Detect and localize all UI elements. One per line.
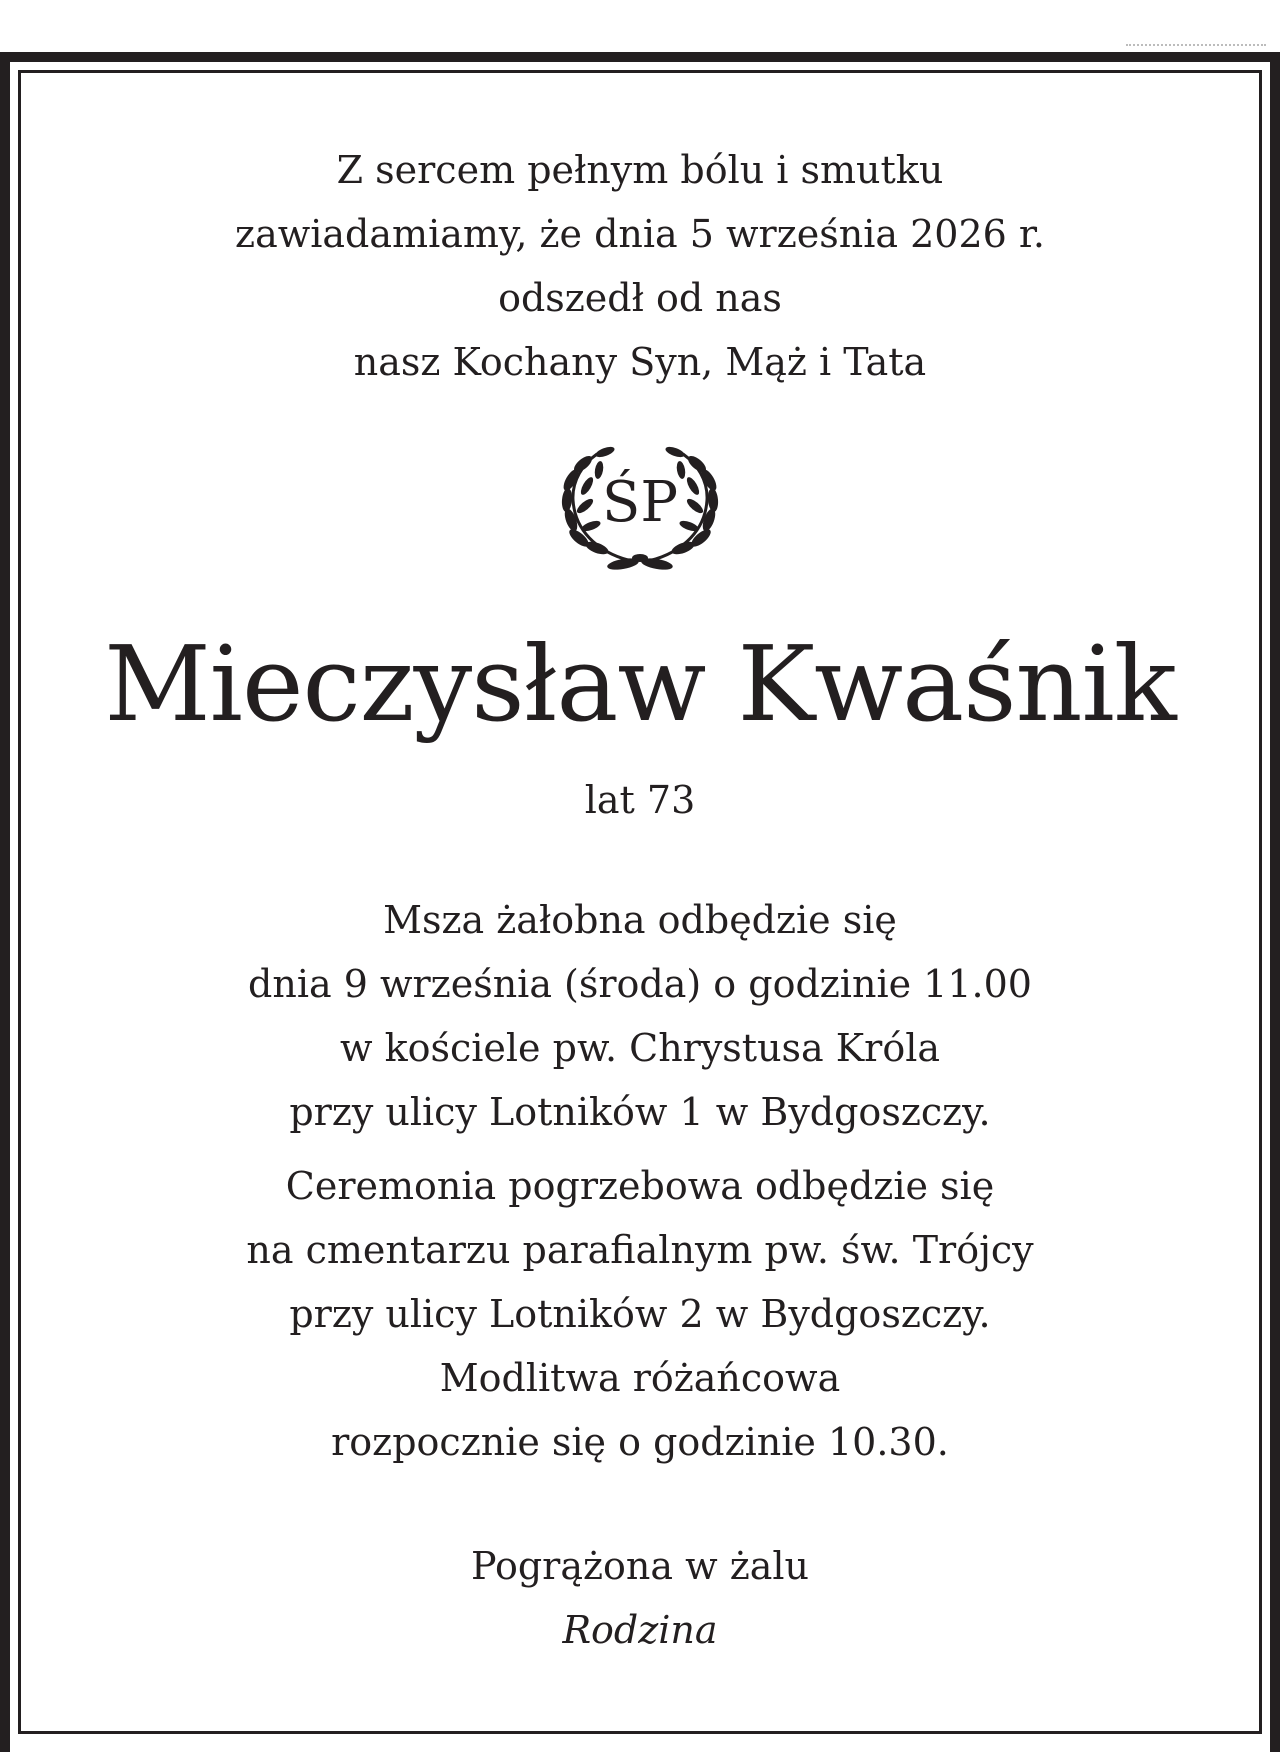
ceremony-line: Ceremonia pogrzebowa odbędzie się	[285, 1164, 995, 1208]
ceremony-block	[21, 1154, 1259, 1474]
mass-line: Msza żałobna odbędzie się	[383, 898, 897, 942]
ceremony-line: przy ulicy Lotników 2 w Bydgoszczy.	[289, 1292, 991, 1336]
mass-line: przy ulicy Lotników 1 w Bydgoszczy.	[289, 1090, 991, 1134]
ceremony-line: na cmentarzu parafialnym pw. św. Trójcy	[246, 1228, 1034, 1272]
sp-monogram: ŚP	[601, 470, 679, 535]
corner-dotted-line	[1126, 44, 1266, 46]
mass-line: w kościele pw. Chrystusa Króla	[339, 1026, 941, 1070]
emblem-wrapper	[21, 444, 1259, 574]
mass-block	[21, 888, 1259, 1144]
ceremony-line: Modlitwa różańcowa	[439, 1356, 841, 1400]
sp-emblem	[545, 444, 735, 574]
obituary-content	[21, 73, 1259, 1662]
mass-line: dnia 9 września (środa) o godzinie 11.00	[248, 962, 1032, 1006]
closing-line: Pogrążona w żalu	[470, 1544, 810, 1588]
deceased-name: Mieczysław Kwaśnik	[104, 623, 1176, 745]
intro-block	[21, 138, 1259, 394]
intro-line: Z sercem pełnym bólu i smutku	[336, 148, 944, 192]
intro-line: nasz Kochany Syn, Mąż i Tata	[353, 340, 927, 384]
ceremony-line: rozpocznie się o godzinie 10.30.	[331, 1420, 949, 1464]
intro-line: zawiadamiamy, że dnia 5 września 2026 r.	[235, 212, 1045, 256]
closing-block	[21, 1534, 1259, 1662]
signature: Rodzina	[562, 1608, 718, 1652]
deceased-age: lat 73	[584, 778, 696, 822]
intro-line: odszedł od nas	[498, 276, 782, 320]
